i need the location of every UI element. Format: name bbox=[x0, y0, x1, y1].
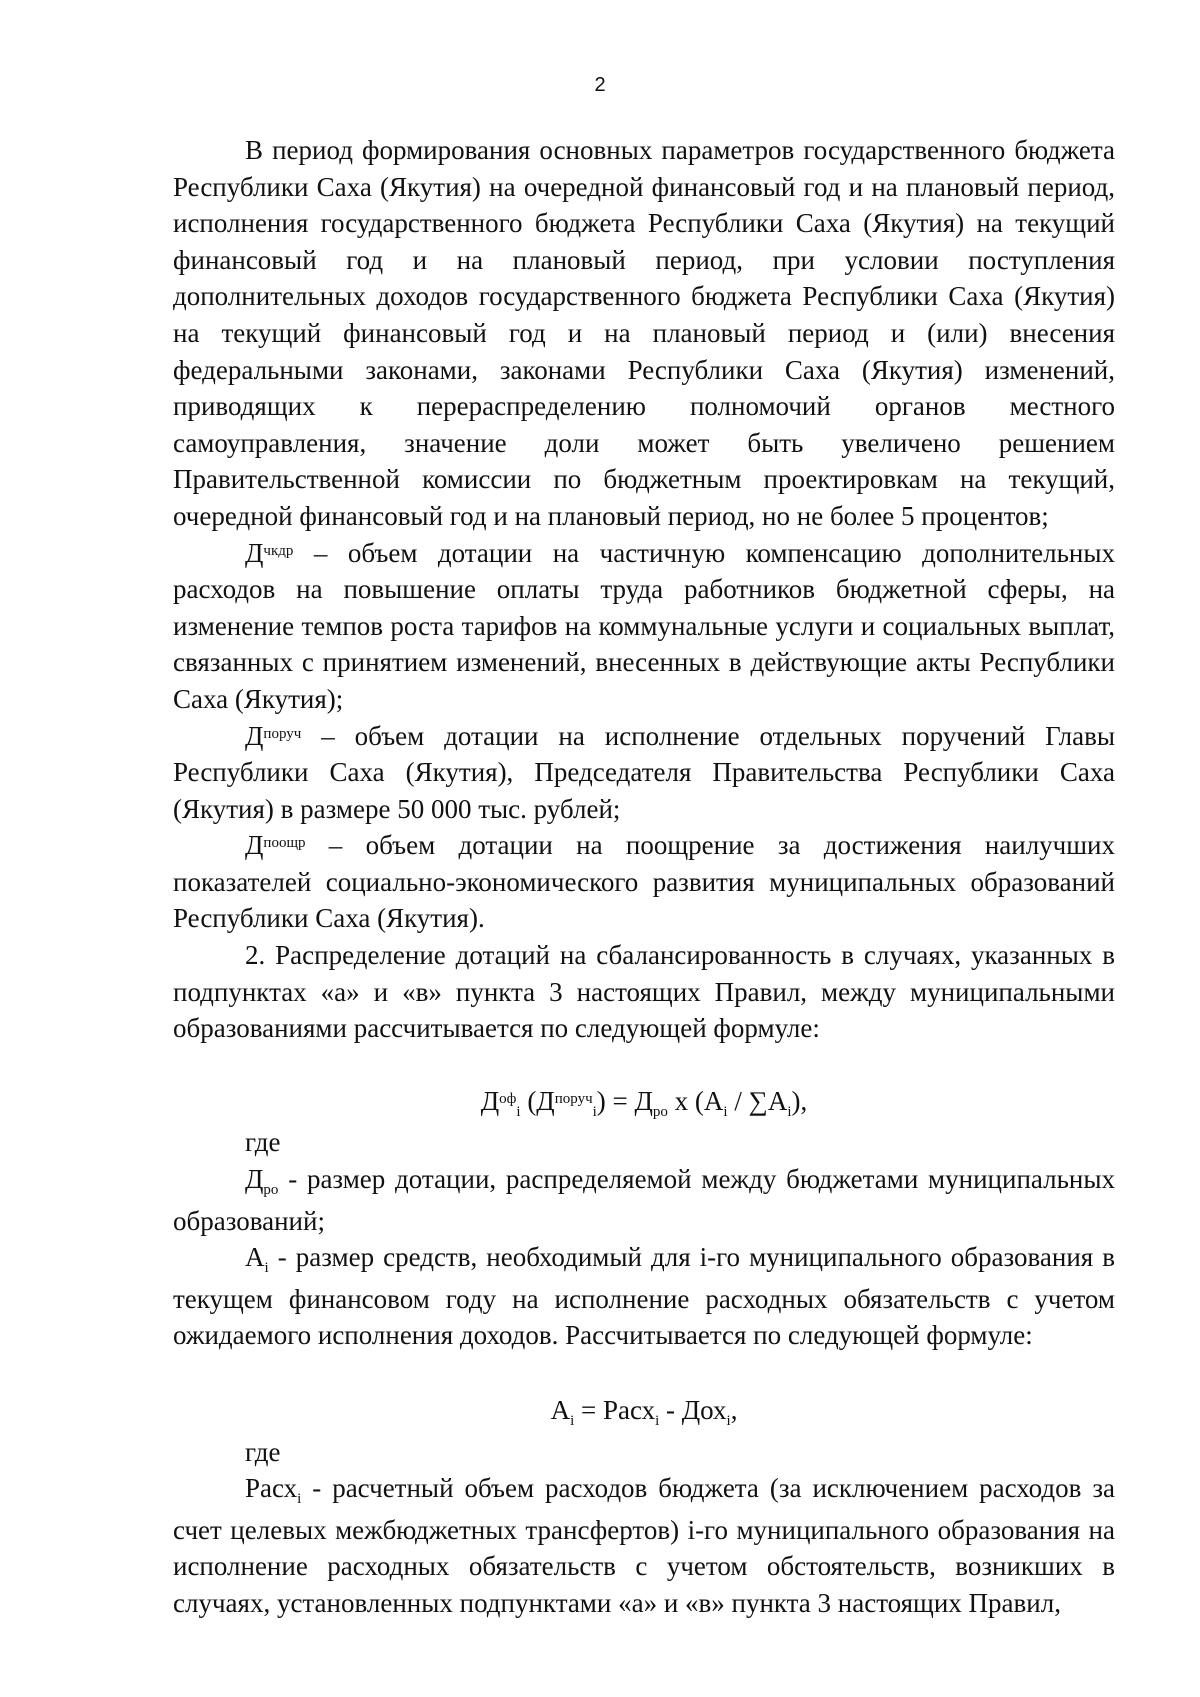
paragraph-dporuch-text: – объем дотации на исполнение отдельных поручений Главы Республики Саха (Якутия), Председателя Правительства Республики Саха (Якутия) в размере 50 000 тыс. рублей; bbox=[173, 720, 1115, 824]
formula-part: (Д bbox=[520, 1085, 555, 1116]
formula-subscript: i bbox=[655, 1413, 660, 1429]
superscript-poruch: поруч bbox=[263, 725, 302, 742]
formula-superscript: оф bbox=[499, 1090, 517, 1107]
paragraph-dchkdr bbox=[173, 535, 1115, 718]
formula-subscript: i bbox=[726, 1413, 731, 1429]
symbol-d: Д bbox=[245, 830, 264, 861]
paragraph-ai-text: - размер средств, необходимый для i-го муниципального образования в текущем финансовом году на исполнение расходных обязательств с учетом ожидаемого исполнения доходов. Рассчитывается по следующей формуле: bbox=[173, 1242, 1115, 1351]
symbol-d: Д bbox=[245, 720, 264, 751]
formula-subscript: ро bbox=[652, 1103, 668, 1120]
paragraph-budget-period: В период формирования основных параметров государственного бюджета Республики Саха (Якутия) на очередной финансовый год и на плановый период, исполнения государственного бюджета Республики Саха (Якутия) на текущий финансовый год и на плановый период, при условии поступления дополнительных доходов государственного бюджета Республики Саха (Якутия) на текущий финансовый год и на плановый период и (или) внесения федеральными законами, законами Республики Саха (Якутия) изменений, приводящих к перераспределению полномочий органов местного самоуправления, значение доли может быть увеличено решением Правительственной комиссии по бюджетным проектировкам на текущий, очередной финансовый год и на плановый период, но не более 5 процентов; bbox=[173, 135, 1115, 531]
formula-part: , bbox=[730, 1395, 738, 1425]
paragraph-dro-text: - размер дотации, распределяемой между бюджетами муниципальных образований; bbox=[173, 1164, 1115, 1236]
formula-superscript: поруч bbox=[554, 1090, 593, 1107]
formula-part: = Расх bbox=[574, 1395, 656, 1425]
superscript-chkdr: чкдр bbox=[263, 542, 294, 559]
subscript-i: i bbox=[264, 1260, 269, 1277]
paragraph-dchkdr-text: – объем дотации на частичную компенсацию дополнительных расходов на повышение оплаты труда работников бюджетной сферы, на изменение темпов роста тарифов на коммунальные услуги и социальных выплат, связанных с принятием изменений, внесенных в действующие акты Республики Саха (Якутия); bbox=[173, 537, 1115, 714]
paragraph-dpooshchr-text: – объем дотации на поощрение за достижения наилучших показателей социально-экономического развития муниципальных образований Республики Саха (Якутия). bbox=[173, 830, 1115, 934]
paragraph-dporuch bbox=[173, 718, 1115, 828]
paragraph-raskh bbox=[173, 1470, 1115, 1621]
symbol-raskh: Расх bbox=[245, 1473, 298, 1504]
paragraph-ai bbox=[173, 1239, 1115, 1354]
subscript-ro: ро bbox=[263, 1182, 279, 1199]
symbol-a: А bbox=[245, 1242, 265, 1273]
document-body bbox=[173, 132, 1115, 1622]
where-label: где bbox=[245, 1436, 281, 1467]
formula-part: - Дох bbox=[659, 1395, 727, 1425]
formula-ai bbox=[173, 1392, 1115, 1434]
spacer bbox=[173, 1354, 1115, 1392]
page-number: 2 bbox=[594, 74, 606, 96]
formula-symbol: Д bbox=[480, 1085, 500, 1116]
formula-part: х (А bbox=[667, 1085, 724, 1116]
formula-part: ), bbox=[791, 1085, 808, 1116]
formula-dotation bbox=[173, 1083, 1115, 1125]
where-label: где bbox=[245, 1127, 281, 1158]
paragraph-distribution: 2. Распределение дотаций на сбалансированность в случаях, указанных в подпунктах «а» и «в» пункта 3 настоящих Правил, между муниципальными образованиями рассчитывается по следующей формуле: bbox=[173, 940, 1115, 1044]
paragraph-raskh-text: - расчетный объем расходов бюджета (за исключением расходов за счет целевых межбюджетных трансфертов) i-го муниципального образования на исполнение расходных обязательств с учетом обстоятельств, возникших в случаях, установленных подпунктами «а» и «в» пункта 3 настоящих Правил, bbox=[173, 1473, 1115, 1618]
formula-subscript: i bbox=[592, 1103, 597, 1120]
spacer bbox=[173, 1047, 1115, 1083]
formula-part: ) = Д bbox=[596, 1085, 653, 1116]
formula-subscript: i bbox=[570, 1413, 575, 1429]
subscript-i: i bbox=[297, 1491, 302, 1508]
symbol-d: Д bbox=[245, 537, 264, 568]
superscript-pooshchr: поощр bbox=[263, 835, 306, 852]
formula-subscript: i bbox=[516, 1103, 521, 1120]
formula-symbol: А bbox=[550, 1395, 571, 1425]
formula-part: / ∑А bbox=[727, 1085, 788, 1116]
symbol-d: Д bbox=[245, 1164, 264, 1195]
paragraph-dro bbox=[173, 1161, 1115, 1239]
formula-subscript: i bbox=[787, 1103, 792, 1120]
paragraph-dpooshchr bbox=[173, 827, 1115, 937]
formula-subscript: i bbox=[723, 1103, 728, 1120]
